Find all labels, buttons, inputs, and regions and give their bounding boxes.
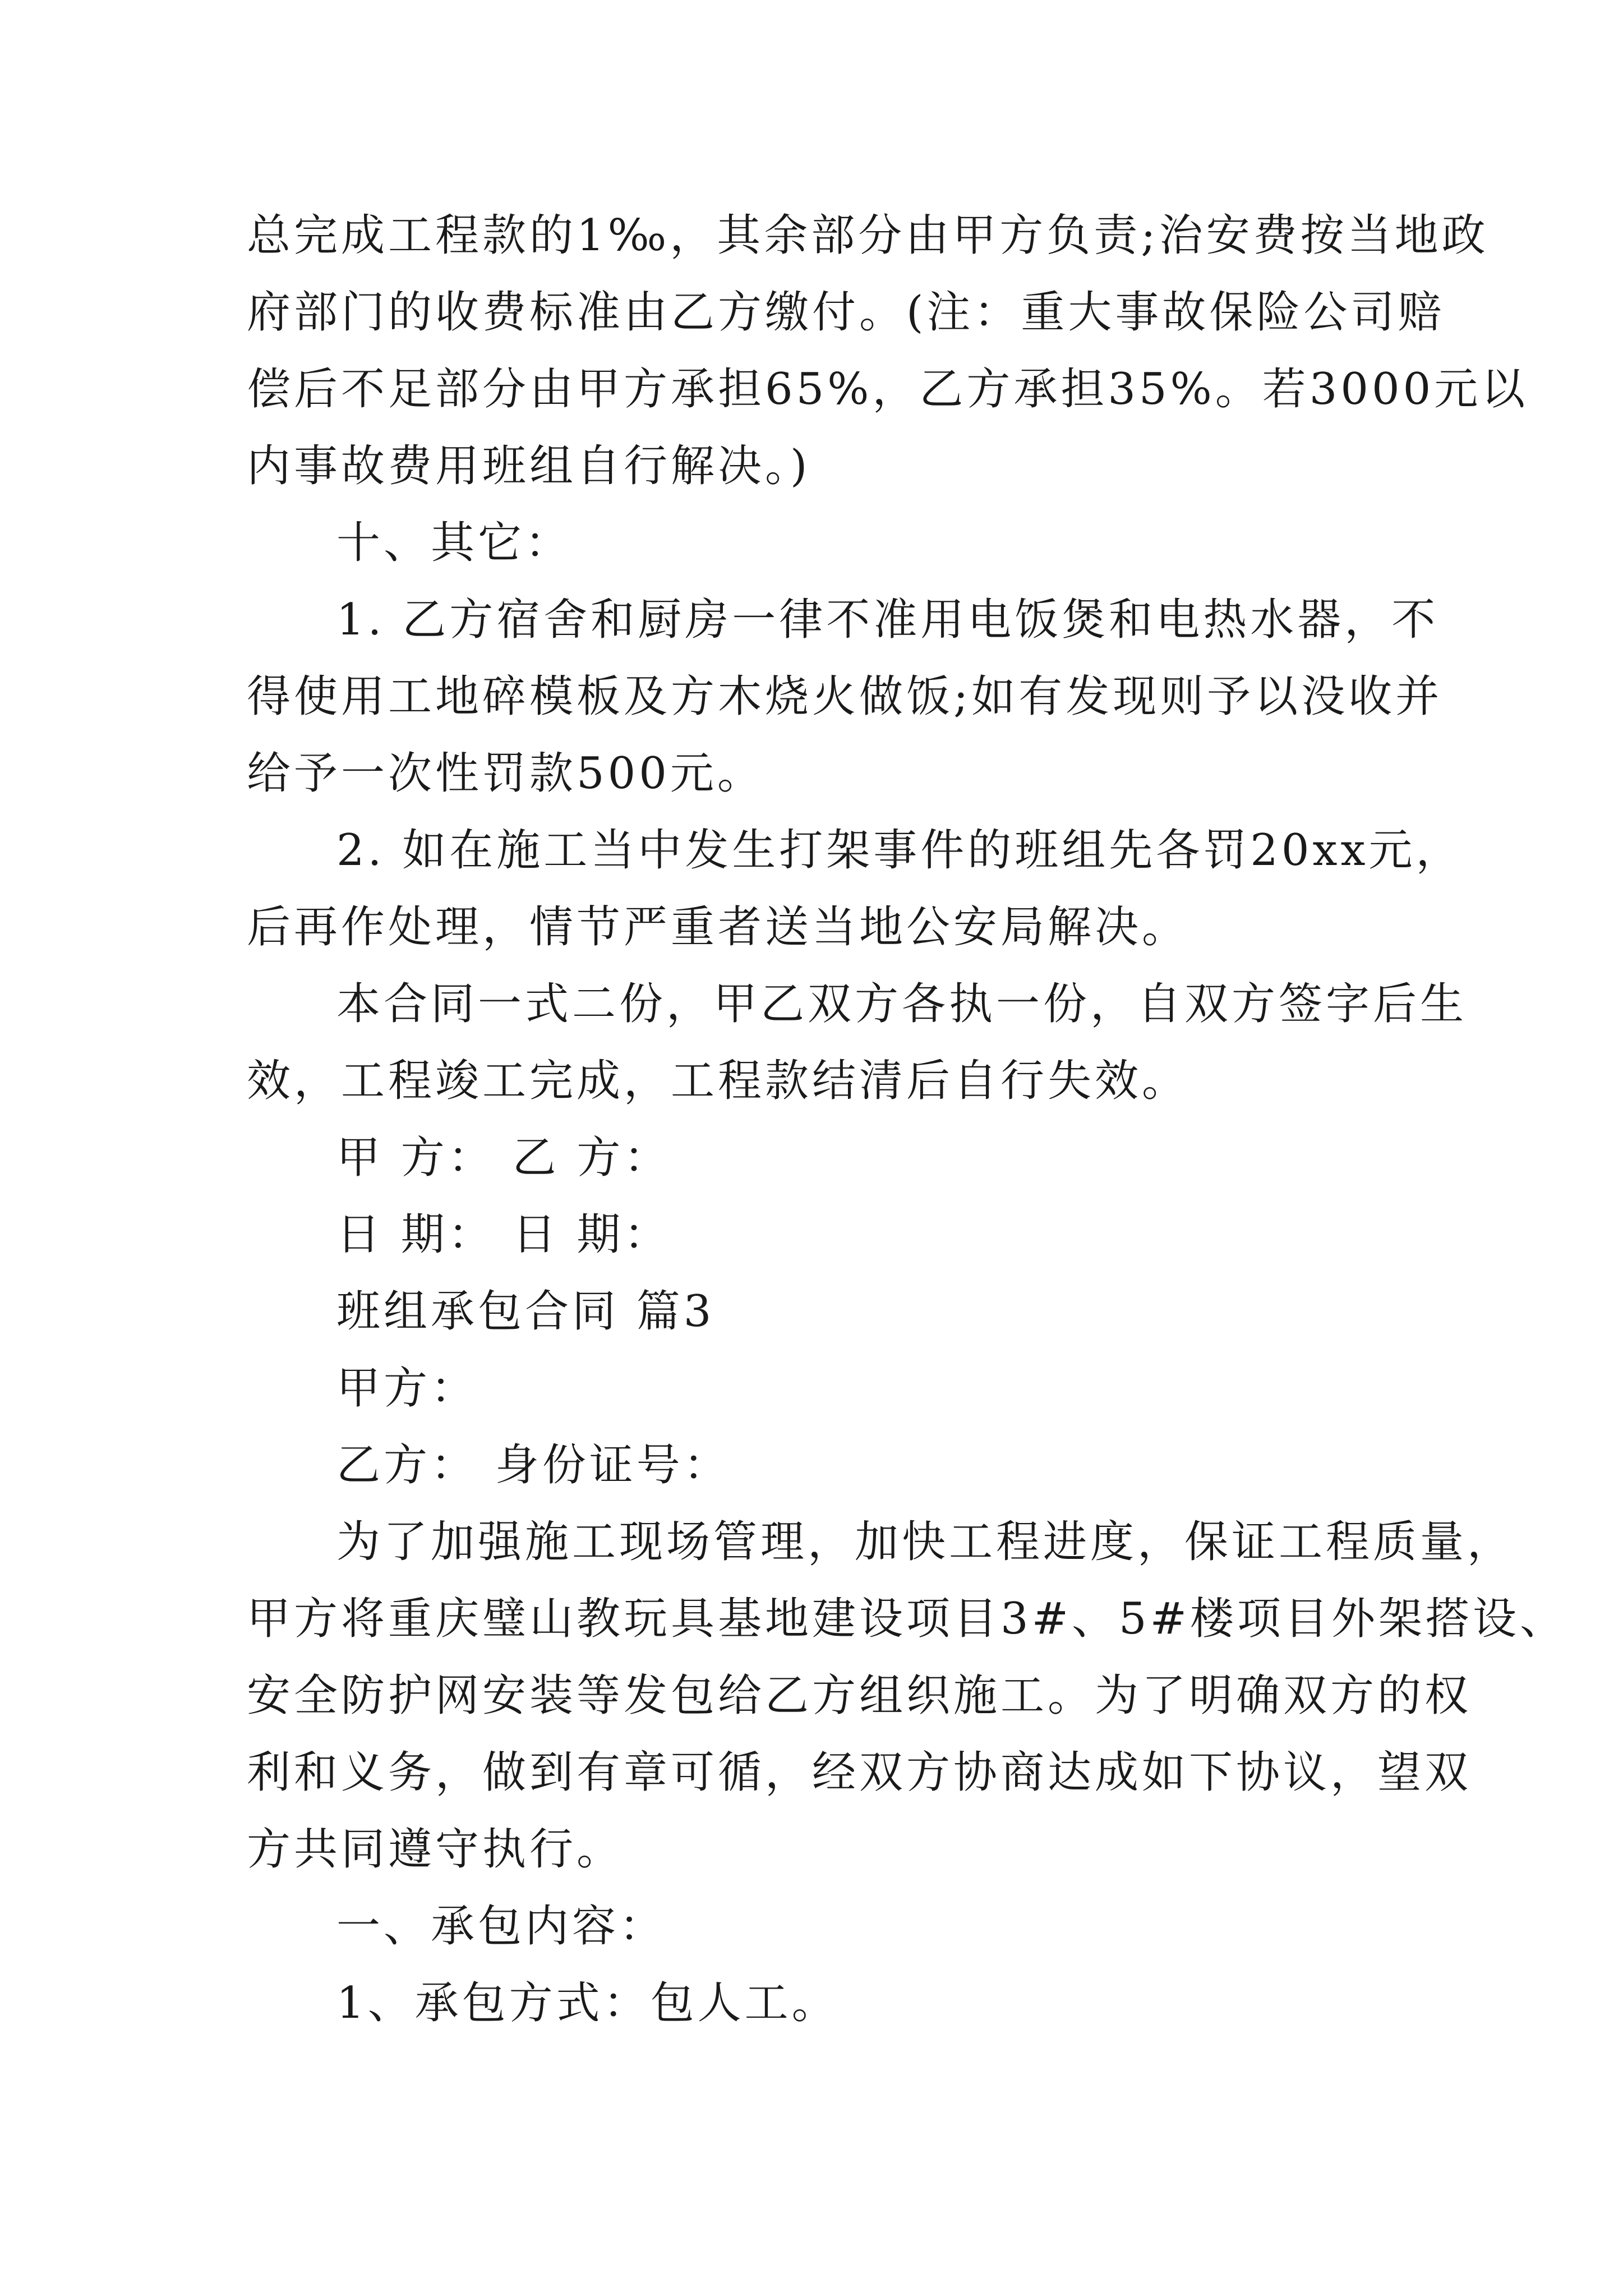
section-heading: 一、承包内容： <box>336 1901 667 1952</box>
section-heading: 十、其它： <box>336 518 573 568</box>
paragraph-line: 内事故费用班组自行解决。) <box>247 441 811 491</box>
paragraph-line: 为了加强施工现场管理，加快工程进度，保证工程质量， <box>336 1517 1515 1567</box>
party-a-line: 甲方： <box>336 1363 478 1414</box>
paragraph-line: 甲方将重庆璧山教玩具基地建设项目3#、5#楼项目外架搭设、 <box>247 1594 1567 1644</box>
paragraph-line: 偿后不足部分由甲方承担65%，乙方承担35%。若3000元以 <box>247 364 1529 415</box>
paragraph-line: 效，工程竣工完成，工程款结清后自行失效。 <box>247 1056 1189 1106</box>
paragraph-line: 本合同一式二份，甲乙双方各执一份，自双方签字后生 <box>336 979 1468 1029</box>
paragraph-line: 后再作处理，情节严重者送当地公安局解决。 <box>247 902 1189 953</box>
paragraph-line: 总完成工程款的1‰，其余部分由甲方负责;治安费按当地政 <box>247 210 1489 261</box>
signature-date-line: 日 期： 日 期： <box>336 1209 671 1260</box>
contract-title: 班组承包合同 篇3 <box>336 1286 715 1337</box>
paragraph-line: 方共同遵守执行。 <box>247 1824 624 1875</box>
paragraph-line: 安全防护网安装等发包给乙方组织施工。为了明确双方的权 <box>247 1671 1472 1721</box>
paragraph-line: 2. 如在施工当中发生打架事件的班组先各罚20xx元， <box>336 825 1463 876</box>
paragraph-line: 府部门的收费标准由乙方缴付。(注：重大事故保险公司赔 <box>247 287 1445 338</box>
paragraph-line: 1. 乙方宿舍和厨房一律不准用电饭煲和电热水器，不 <box>336 595 1439 645</box>
paragraph-line: 得使用工地碎模板及方木烧火做饭;如有发现则予以没收并 <box>247 671 1443 722</box>
paragraph-line: 利和义务，做到有章可循，经双方协商达成如下协议，望双 <box>247 1747 1472 1798</box>
party-b-line: 乙方： 身份证号： <box>336 1440 731 1490</box>
signature-party-line: 甲 方： 乙 方： <box>336 1133 671 1183</box>
paragraph-line: 给予一次性罚款500元。 <box>247 748 764 799</box>
paragraph-line: 1、承包方式：包人工。 <box>336 1978 839 2028</box>
